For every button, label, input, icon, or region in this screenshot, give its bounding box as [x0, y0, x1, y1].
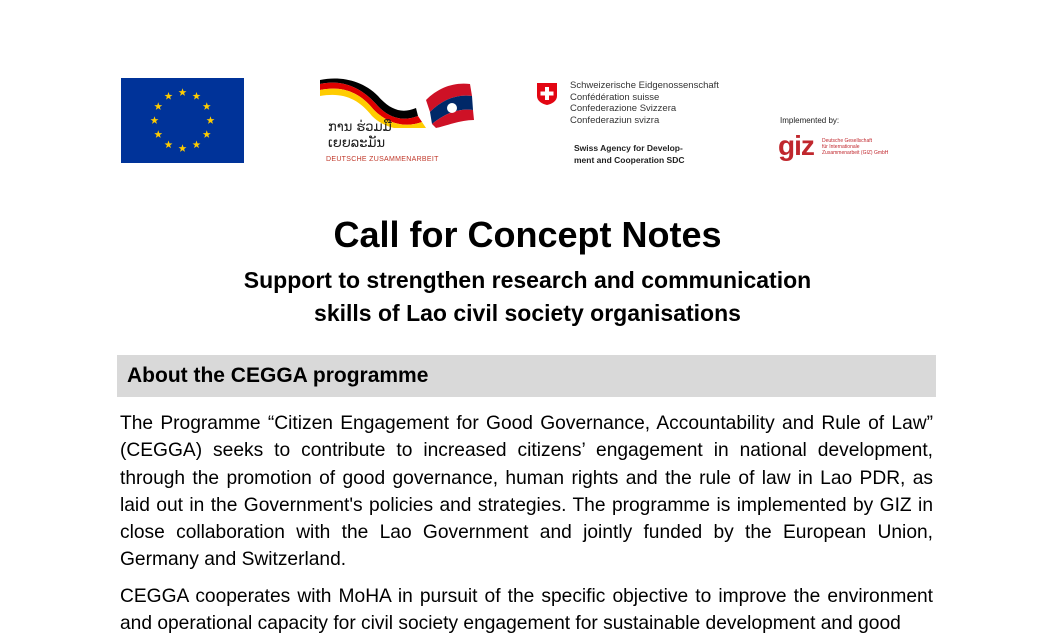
- eu-flag-icon: [121, 78, 244, 163]
- implemented-by-label: Implemented by:: [780, 116, 840, 125]
- swiss-agency-sdc: [574, 142, 685, 166]
- subtitle-line1: Support to strengthen research and communication: [243, 267, 812, 293]
- giz-logo: [778, 116, 918, 176]
- giz-full-name: [822, 138, 888, 156]
- eu-star: [165, 141, 173, 149]
- german-cooperation-lao-text: [328, 120, 392, 152]
- section-header-bar: [117, 355, 936, 397]
- eu-star: [179, 144, 187, 152]
- swiss-name-fr: Confédération suisse: [570, 91, 660, 103]
- eu-star: [154, 130, 162, 138]
- german-cooperation-logo: [318, 78, 478, 168]
- giz-text-line1: Deutsche Gesellschaft: [822, 138, 873, 144]
- section-heading: About the CEGGA programme: [127, 364, 429, 387]
- swiss-name-de: Schweizerische Eidgenossenschaft: [570, 80, 719, 91]
- swiss-flag-icon: [536, 82, 558, 106]
- eu-star: [179, 88, 187, 96]
- sdc-line1: Swiss Agency for Develop-: [574, 143, 683, 153]
- swiss-confederation-logo: [536, 80, 736, 170]
- swiss-name-rm: Confederaziun svizra: [570, 114, 660, 126]
- eu-star: [193, 92, 201, 100]
- giz-text-line3: Zusammenarbeit (GIZ) GmbH: [822, 150, 889, 156]
- eu-star: [165, 92, 173, 100]
- document-title: Call for Concept Notes: [333, 214, 722, 255]
- lao-text-line1: ການ ຮ່ວມມື: [328, 120, 392, 135]
- partner-logos: [0, 0, 1055, 180]
- giz-wordmark: giz: [778, 130, 814, 161]
- giz-text-line2: für Internationale: [822, 144, 860, 150]
- subtitle-line2: skills of Lao civil society organisations: [314, 300, 741, 326]
- eu-star: [193, 141, 201, 149]
- swiss-name-it: Confederazione Svizzera: [570, 103, 677, 114]
- eu-star: [203, 130, 211, 138]
- eu-star: [154, 102, 162, 110]
- eu-star: [203, 102, 211, 110]
- paragraph-cegga-cooperation: CEGGA cooperates with MoHA in pursuit of the specific objective to improve the environment and operational capacity for civil society engagement for sustainable development and good: [120, 586, 933, 635]
- paragraph-about-programme: The Programme “Citizen Engagement for Good Governance, Accountability and Rule of Law” (CEGGA) seeks to contribute to increased citizens’ engagement in national development, through the promotion of good governance, human rights and the rule of law in Lao PDR, as laid out in the Government's policies and strategies. The programme is implemented by GIZ in close collaboration with the Lao Government and jointly funded by the European Union, Germany and Switzerland.: [120, 413, 933, 571]
- eu-star: [207, 116, 215, 124]
- swiss-confederation-names: [570, 80, 719, 126]
- eu-star: [151, 116, 159, 124]
- sdc-line2: ment and Cooperation SDC: [574, 155, 685, 165]
- document-subtitle: [0, 264, 1055, 330]
- lao-text-line2: ເຍຍລະມັນ: [328, 136, 386, 151]
- german-cooperation-caption: DEUTSCHE ZUSAMMENARBEIT: [326, 156, 439, 163]
